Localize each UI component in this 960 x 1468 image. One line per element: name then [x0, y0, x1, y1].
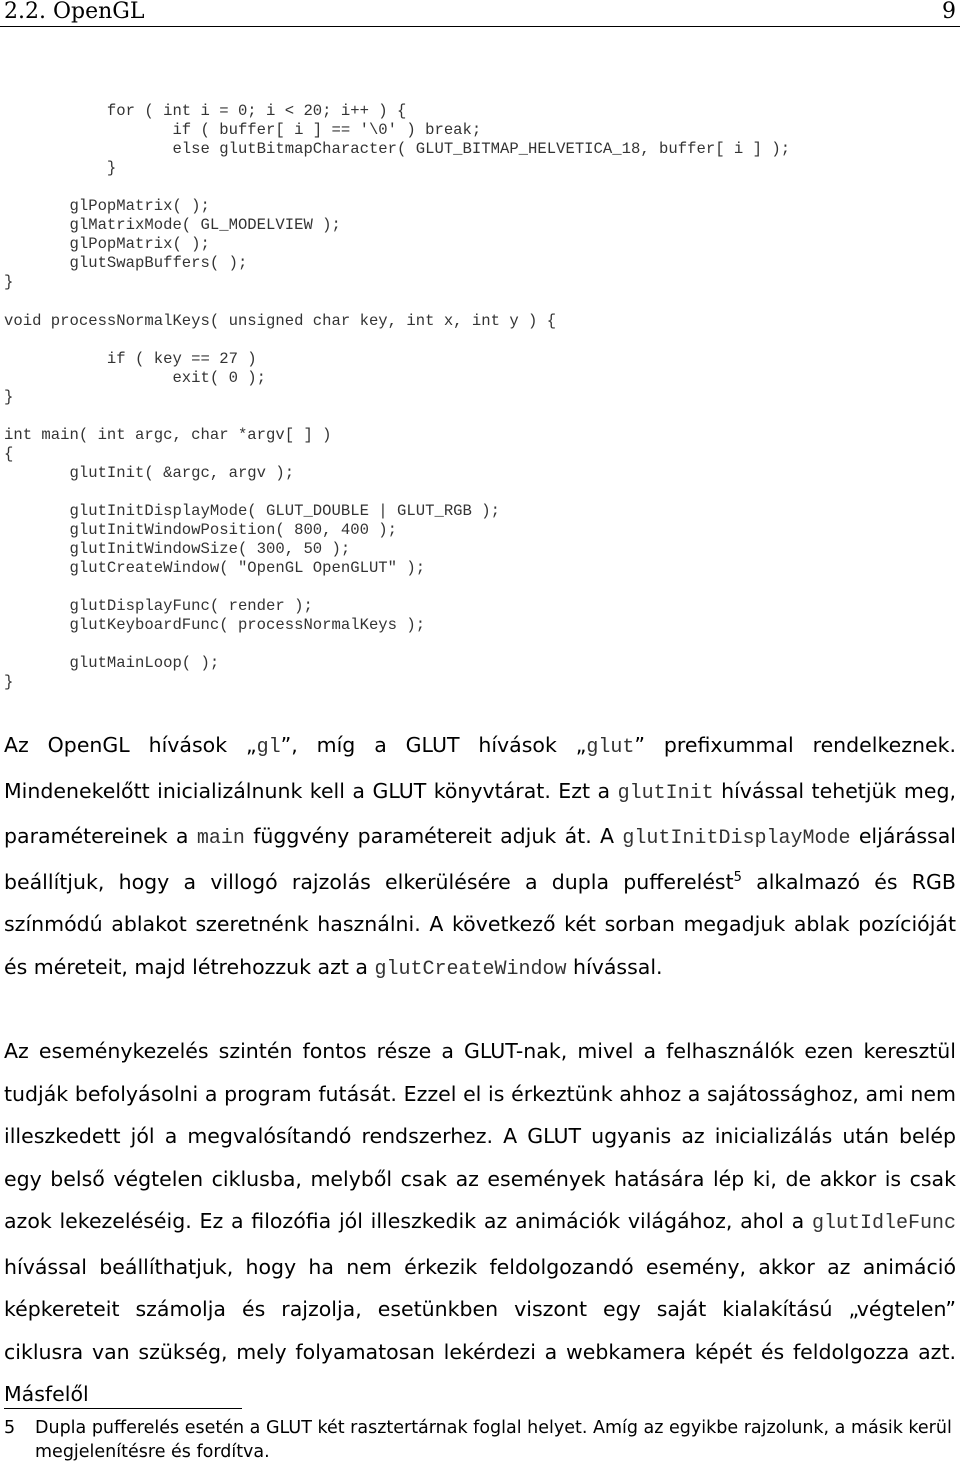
- inline-code: gl: [256, 736, 281, 759]
- inline-code: glutIdleFunc: [811, 1212, 956, 1235]
- text-run: ”, míg a GLUT hívások „: [280, 733, 587, 757]
- text-run: hívással tehetjük meg, paramétereinek a: [4, 778, 956, 848]
- page-header: [0, 0, 960, 27]
- footnote-number: 5: [4, 1418, 16, 1438]
- footnote-reference: 5: [733, 869, 742, 885]
- inline-code: glutCreateWindow: [374, 957, 567, 981]
- inline-code: glut: [586, 736, 635, 759]
- page-number: 9: [942, 0, 956, 24]
- text-run: hívással.: [566, 954, 663, 979]
- code-listing: for ( int i = 0; i < 20; i++ ) { if ( buffer[ i ] == '\0' ) break; else glutBitmapCharacter( GLUT_BITMAP_HELVETICA_18, buffer[ i ] ); } glPopMatrix( ); glMatrixMode( GL_MODELVIEW ); glPopMatrix( ); glutSwapBuffers( ); } void processNormalKeys( unsigned char key, int x, int y ) { if ( key == 27 ) exit( 0 ); } int main( int argc, char *argv[ ] ) { glutInit( &argc, argv ); glutInitDisplayMode( GLUT_DOUBLE | GLUT_RGB ); glutInitWindowPosition( 800, 400 ); glutInitWindowSize( 300, 50 ); glutCreateWindow( "OpenGL OpenGLUT" ); glutDisplayFunc( render ); glutKeyboardFunc( processNormalKeys ); glutMainLoop( ); }: [4, 102, 791, 692]
- text-run: hívással beállíthatjuk, hogy ha nem érkezik feldolgozandó esemény, akkor az animáció képkereteit számolja és rajzolja, esetünkben viszont egy saját kialakítású „végtelen” ciklusra van szükség, mely folyamatosan lekérdezi a webkamera képét és feldolgozza azt. Másfelől: [4, 1254, 956, 1406]
- text-run: alkalmazó és RGB színmódú ablakot szeretnénk használni. A következő két sorban megadjuk ablak pozícióját és méreteit, majd létrehozzuk azt a: [4, 869, 956, 979]
- text-run: Az OpenGL hívások „: [4, 733, 257, 757]
- text-run: függvény paramétereit adjuk át. A: [244, 824, 623, 848]
- inline-code: glutInitDisplayMode: [622, 827, 851, 850]
- paragraph-glut-init: [4, 724, 956, 991]
- text-run: ” prefixummal rendelkeznek. Mindenekelőtt inicializálnunk kell a GLUT könyvtárat. Ezt a: [4, 733, 956, 803]
- paragraph-event-handling: [4, 1030, 956, 1416]
- footnote-text: Dupla pufferelés esetén a GLUT két rasztertárnak foglal helyet. Amíg az egyikbe rajzolunk, a másik kerül megjelenítésre és fordítva.: [35, 1418, 952, 1462]
- section-title: 2.2. OpenGL: [4, 0, 145, 24]
- text-run: eljárással beállítjuk, hogy a villogó rajzolás elkerülésére a dupla pufferelést: [4, 824, 956, 894]
- inline-code: glutInit: [617, 781, 714, 805]
- footnote: [4, 1416, 956, 1464]
- inline-code: main: [196, 827, 245, 850]
- text-run: Az eseménykezelés szintén fontos része a GLUT-nak, mivel a felhasználók ezen keresztül tudják befolyásolni a program futását. Ezzel el is érkeztünk ahhoz a sajátossághoz, ami nem illeszkedett jól a megvalósítandó rendszerhez. A GLUT ugyanis az inicializálás után belép egy belső végtelen ciklusba, melyből csak az események hatására lép ki, de akkor is csak azok lekezeléséig. Ez a filozófia jól illeszkedik az animációk világához, ahol a: [4, 1039, 956, 1233]
- footnote-divider: [4, 1408, 242, 1409]
